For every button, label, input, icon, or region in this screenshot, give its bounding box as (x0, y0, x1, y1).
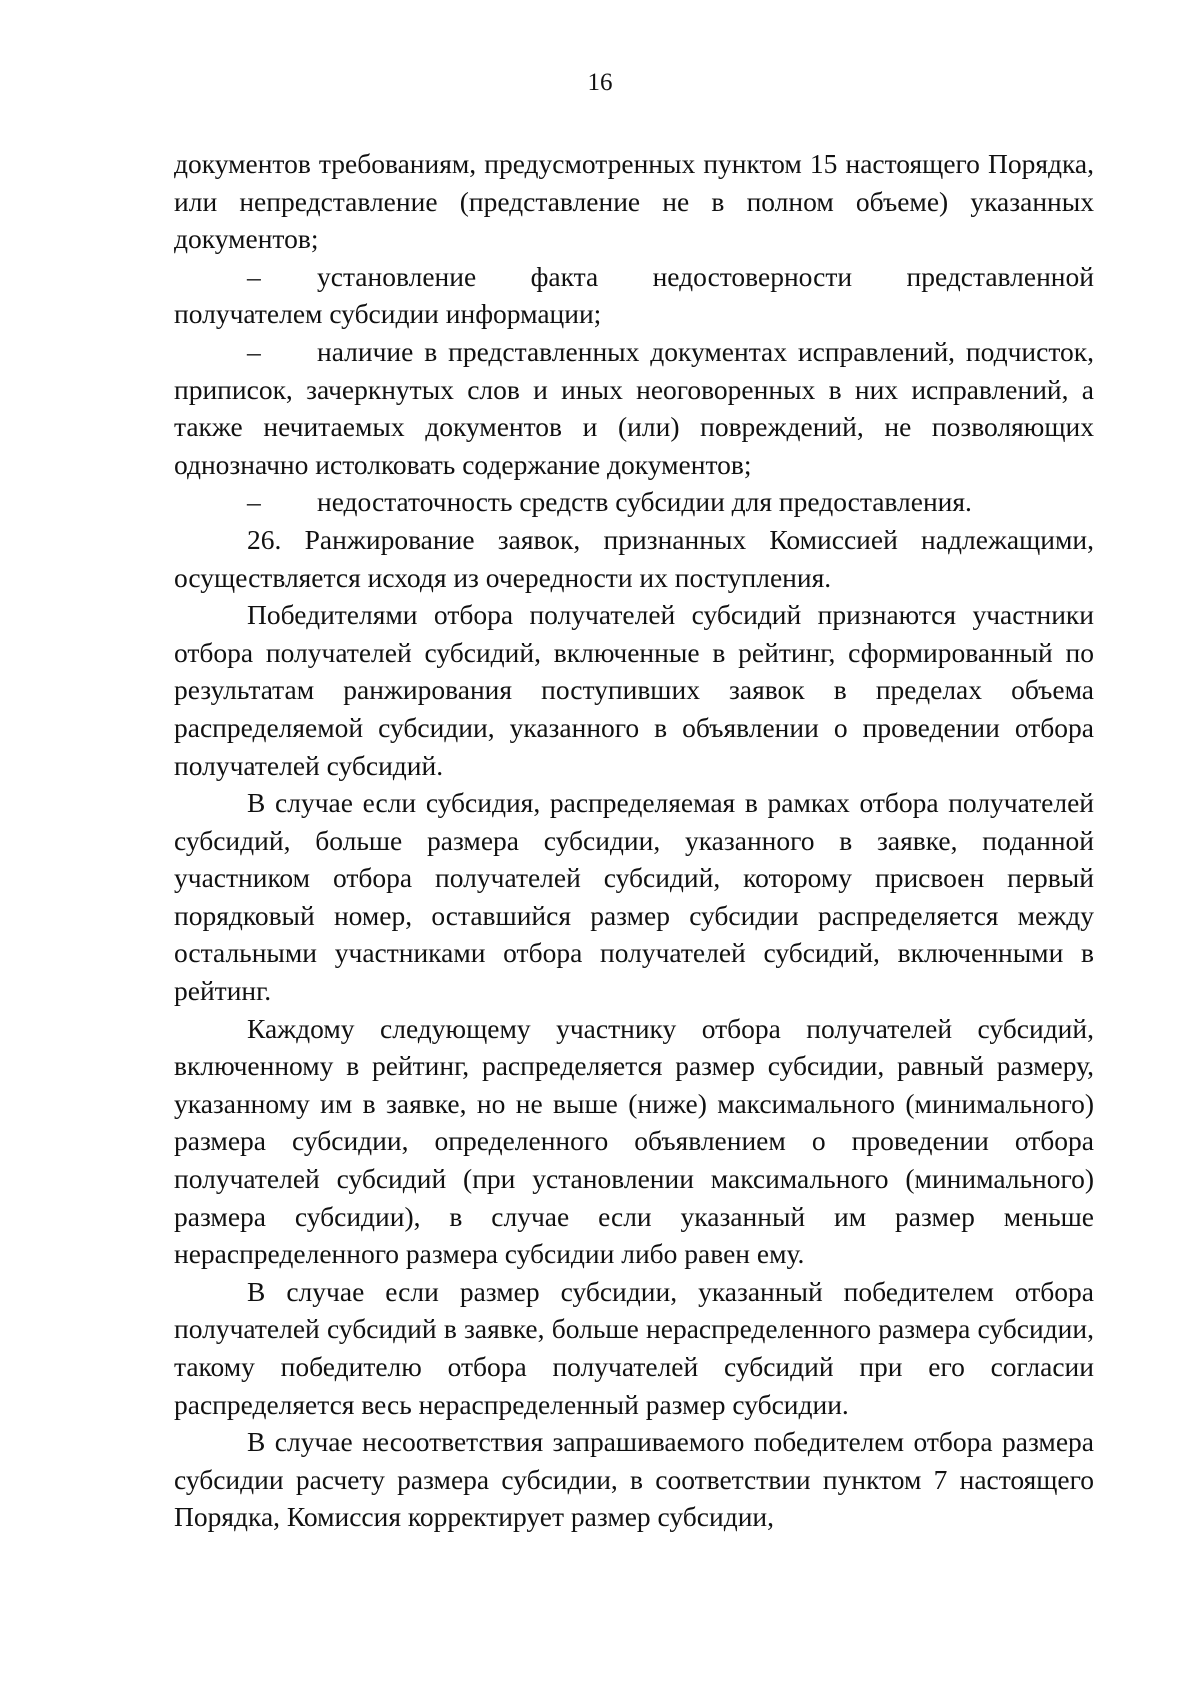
dash-marker: – (247, 335, 261, 367)
list-item-corrections (174, 333, 1094, 483)
document-body (174, 145, 1094, 1536)
paragraph-26-ranking: 26. Ранжирование заявок, признанных Комиссией надлежащими, осуществляется исходя из очередности их поступления. (174, 523, 1094, 593)
list-item-text: недостаточность средств субсидии для предоставления. (317, 486, 972, 518)
dash-marker: – (247, 486, 261, 518)
paragraph-next-participant: Каждому следующему участнику отбора получателей субсидий, включенному в рейтинг, распределяется размер субсидии, равный размеру, указанному им в заявке, но не выше (ниже) максимального (минимального) размера субсидии, определенного объявлением о проведении отбора получателей субсидий (при установлении максимального (минимального) размера субсидии), в случае если указанный им размер меньше нераспределенного размера субсидии либо равен ему. (174, 1012, 1094, 1270)
list-item-text: установление факта недостоверности представленной получателем субсидии информации; (174, 260, 1094, 330)
paragraph-undistributed: В случае если размер субсидии, указанный победителем отбора получателей субсидий в заявке, больше нераспределенного размера субсидии, такому победителю отбора получателей субсидий при его согласии распределяется весь нераспределенный размер субсидии. (174, 1275, 1094, 1420)
list-item-false-information (174, 258, 1094, 333)
dash-marker: – (247, 260, 261, 292)
paragraph-remaining-subsidy: В случае если субсидия, распределяемая в рамках отбора получателей субсидий, больше размера субсидии, указанного в заявке, поданной участником отбора получателей субсидий, которому присвоен первый порядковый номер, оставшийся размер субсидии распределяется между остальными участниками отбора получателей субсидий, включенными в рейтинг. (174, 787, 1094, 1007)
list-item-insufficient-funds (174, 483, 1094, 521)
paragraph-mismatch: В случае несоответствия запрашиваемого победителем отбора размера субсидии расчету размера субсидии, в соответствии пунктом 7 настоящего Порядка, Комиссия корректирует размер субсидии, (174, 1426, 1094, 1533)
paragraph-winners: Победителями отбора получателей субсидий признаются участники отбора получателей субсидий, включенные в рейтинг, сформированный по результатам ранжирования поступивших заявок в пределах объема распределяемой субсидии, указанного в объявлении о проведении отбора получателей субсидий. (174, 599, 1094, 781)
list-item-text: наличие в представленных документах исправлений, подчисток, приписок, зачеркнутых слов и иных неоговоренных в них исправлений, а также нечитаемых документов и (или) повреждений, не позволяющих однозначно истолковать содержание документов; (174, 335, 1094, 480)
page-number: 16 (587, 69, 613, 96)
paragraph-continuation: документов требованиям, предусмотренных пунктом 15 настоящего Порядка, или непредставление (представление не в полном объеме) указанных документов; (174, 148, 1094, 255)
